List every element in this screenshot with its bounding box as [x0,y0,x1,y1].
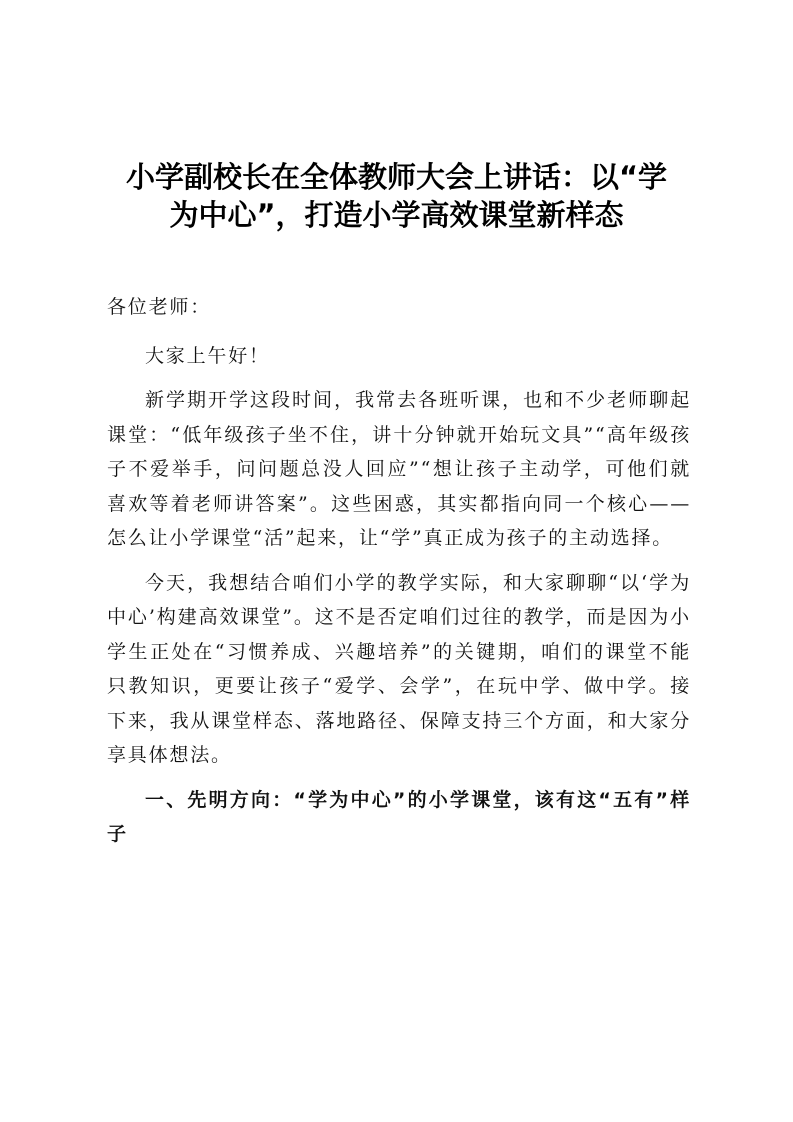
section-heading: 一、先明方向：“学为中心”的小学课堂，该有这“五有”样子 [107,788,691,845]
title-line-2: 为中心”，打造小学高效课堂新样态 [169,198,624,232]
document-title [95,158,698,234]
title-line-1: 小学副校长在全体教师大会上讲话：以“学 [125,160,668,194]
document-body [107,290,691,862]
greeting: 大家上午好！ [145,344,270,367]
paragraph-2: 今天，我想结合咱们小学的教学实际，和大家聊聊“以‘学为中心’构建高效课堂”。这不是否定咱们过往的教学，而是因为小学生正处在“习惯养成、兴趣培养”的关键期，咱们的课堂不能只教知识，更要让孩子“爱学、会学”，在玩中学、做中学。接下来，我从课堂样态、落地路径、保障支持三个方面，和大家分享具体想法。 [107,571,691,766]
paragraph-1: 新学期开学这段时间，我常去各班听课，也和不少老师聊起课堂：“低年级孩子坐不住，讲十分钟就开始玩文具”“高年级孩子不爱举手，问问题总没人回应”“想让孩子主动学，可他们就喜欢等着老师讲答案”。这些困惑，其实都指向同一个核心——怎么让小学课堂“活”起来，让“学”真正成为孩子的主动选择。 [107,389,691,549]
salutation: 各位老师： [107,296,212,318]
